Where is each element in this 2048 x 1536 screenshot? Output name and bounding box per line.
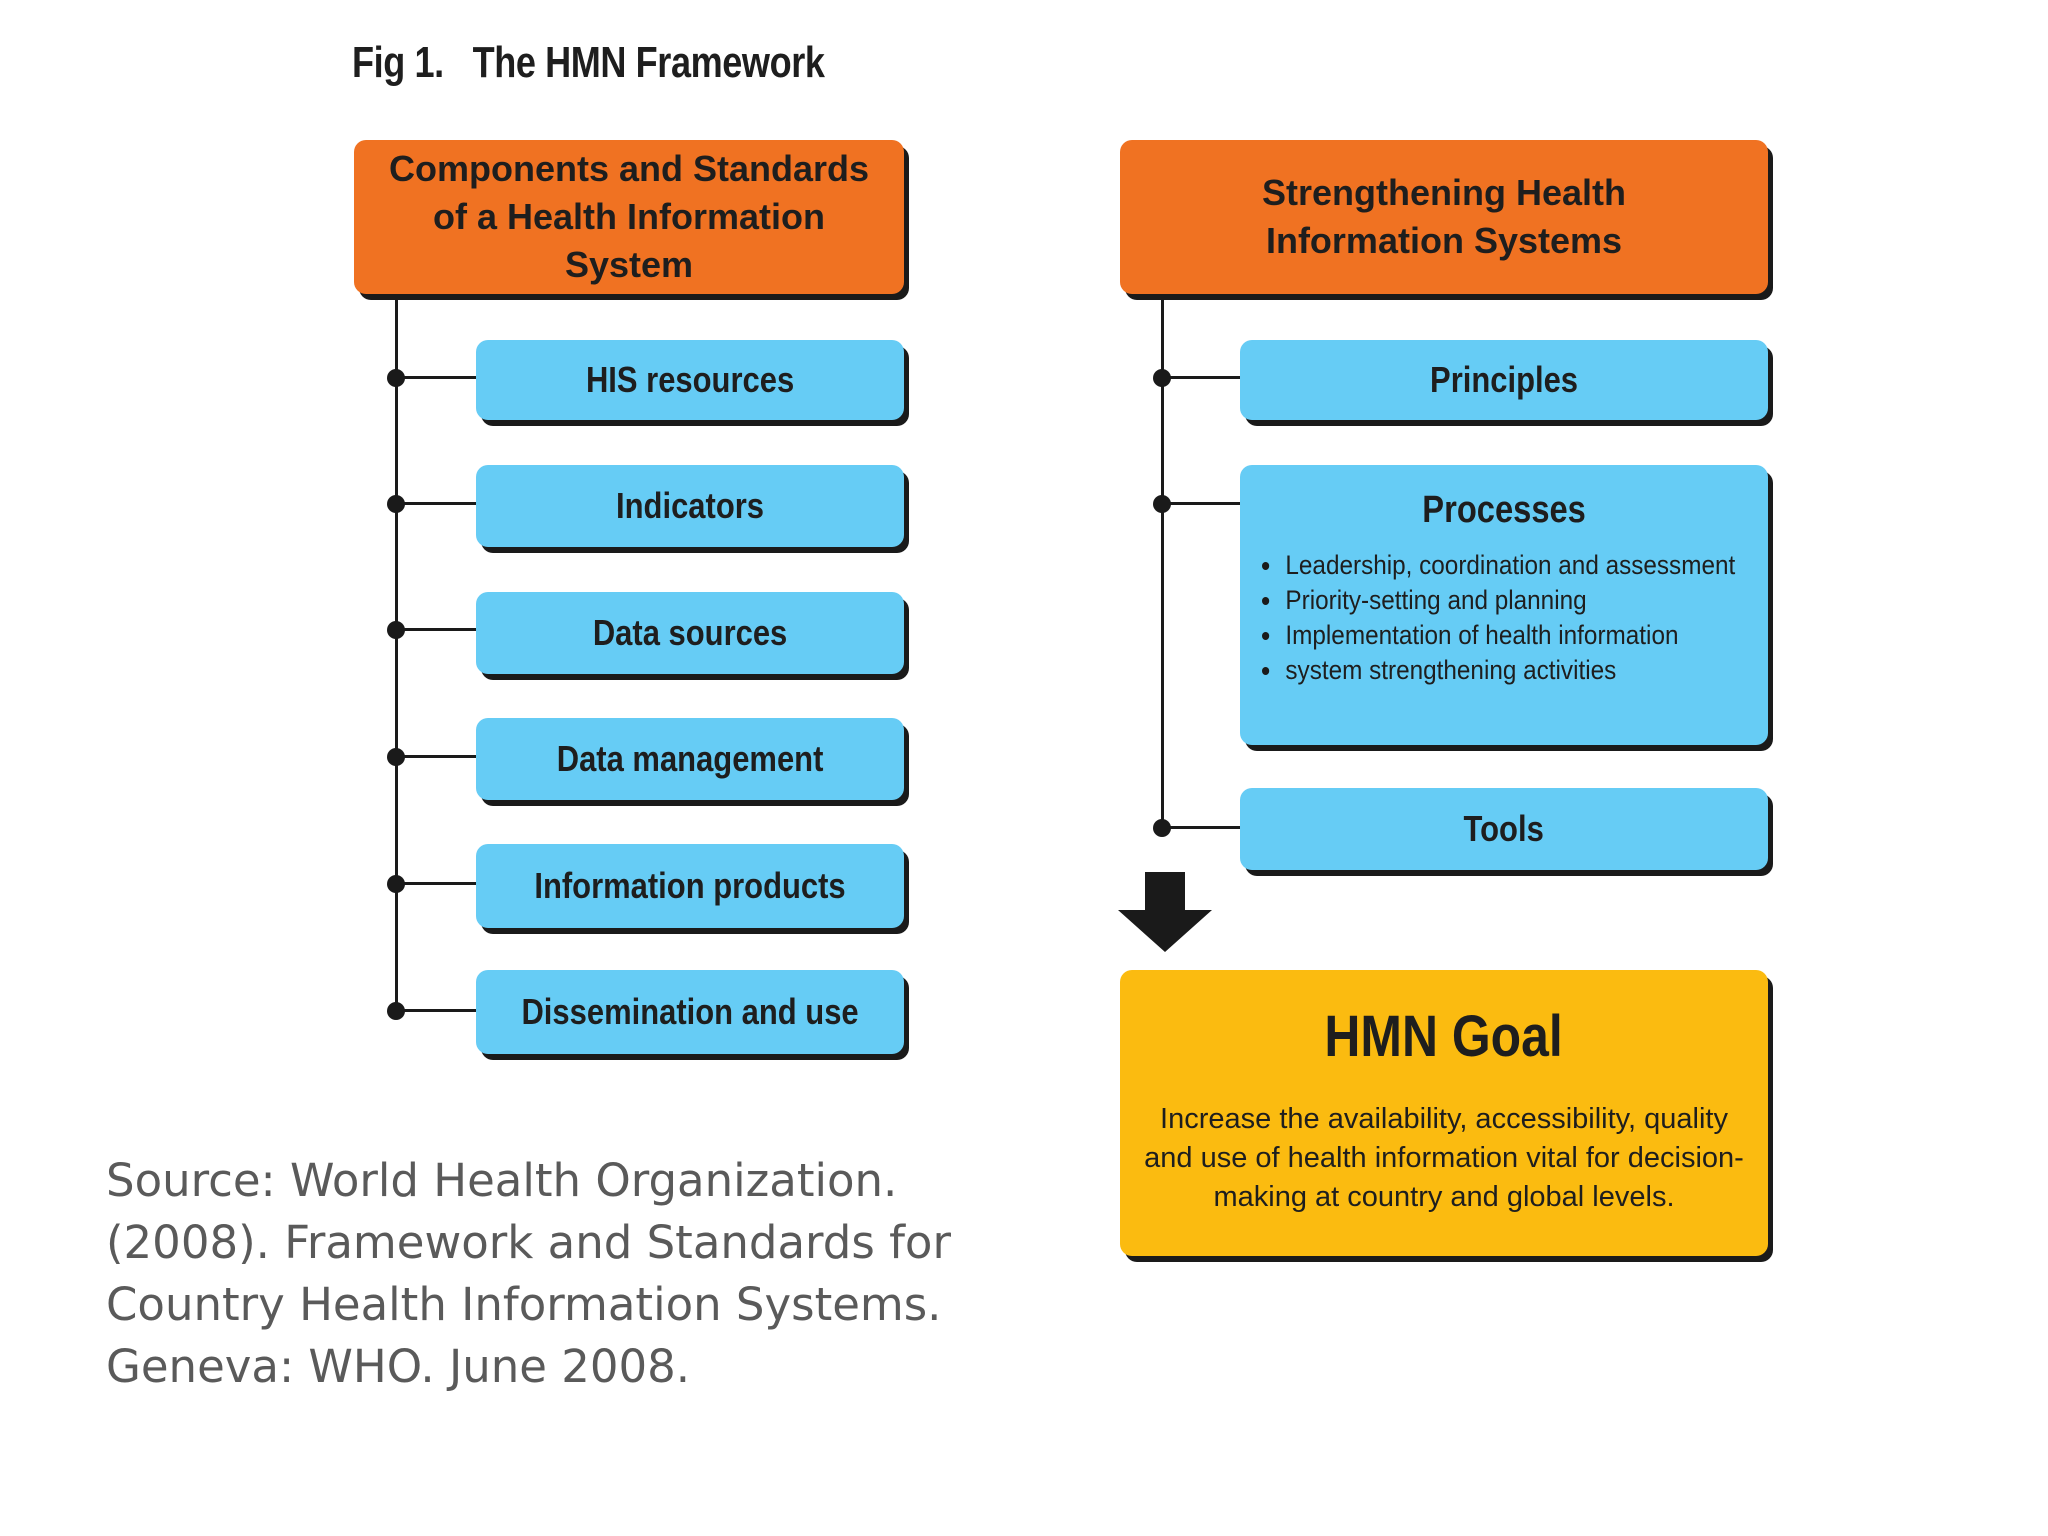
tools-box (1240, 788, 1768, 870)
data-management-label: Data management (556, 738, 824, 779)
his-resources-box (476, 340, 904, 420)
indicators-box (476, 465, 904, 547)
processes-box (1240, 465, 1768, 745)
down-arrow-icon (1118, 872, 1212, 952)
tools-label: Tools (1463, 808, 1545, 849)
strengthening-his-header (1120, 140, 1768, 294)
dissemination-use-box (476, 970, 904, 1054)
connector-branch (396, 882, 476, 885)
connector-branch (396, 1009, 476, 1012)
connector-branch (396, 755, 476, 758)
processes-title: Processes (1422, 489, 1586, 531)
strengthening-his-header-text: Strengthening Health Information Systems (1261, 172, 1626, 261)
connector-branch (1162, 502, 1240, 505)
his-resources-label: HIS resources (585, 359, 795, 400)
connector-branch (1162, 376, 1240, 379)
figure-title: Fig 1. The HMN Framework (352, 38, 825, 87)
hmn-goal-title: HMN Goal (1324, 1004, 1564, 1069)
connector-branch (396, 628, 476, 631)
connector-branch (1162, 826, 1240, 829)
data-management-box (476, 718, 904, 800)
data-sources-box (476, 592, 904, 674)
source-citation: Source: World Health Organization. (2008). Framework and Standards for Country Health Information Systems. Geneva: WHO. June 2008. (106, 1154, 951, 1393)
connector-branch (396, 376, 476, 379)
principles-box (1240, 340, 1768, 420)
left-connector-line (395, 294, 398, 1012)
connector-branch (396, 502, 476, 505)
components-standards-header (354, 140, 904, 294)
components-standards-header-text: Components and Standards of a Health Information System (388, 148, 870, 285)
processes-bullet-item: Leadership, coordination and assessment (1262, 548, 1717, 583)
processes-bullet-item: Priority-setting and planning (1262, 583, 1717, 618)
processes-bullet-list (1240, 548, 1768, 688)
indicators-label: Indicators (616, 485, 764, 526)
processes-bullet-continuation: system strengthening activities (1262, 653, 1717, 688)
hmn-goal-box (1120, 970, 1768, 1256)
information-products-label: Information products (534, 865, 846, 906)
dissemination-use-label: Dissemination and use (521, 991, 859, 1032)
hmn-goal-description: Increase the availability, accessibility, quality and use of health information vital for decision-making at country and global levels. (1144, 1103, 1744, 1213)
data-sources-label: Data sources (592, 612, 788, 653)
processes-bullet-item: Implementation of health information (1262, 618, 1717, 653)
principles-label: Principles (1429, 359, 1578, 400)
information-products-box (476, 844, 904, 928)
